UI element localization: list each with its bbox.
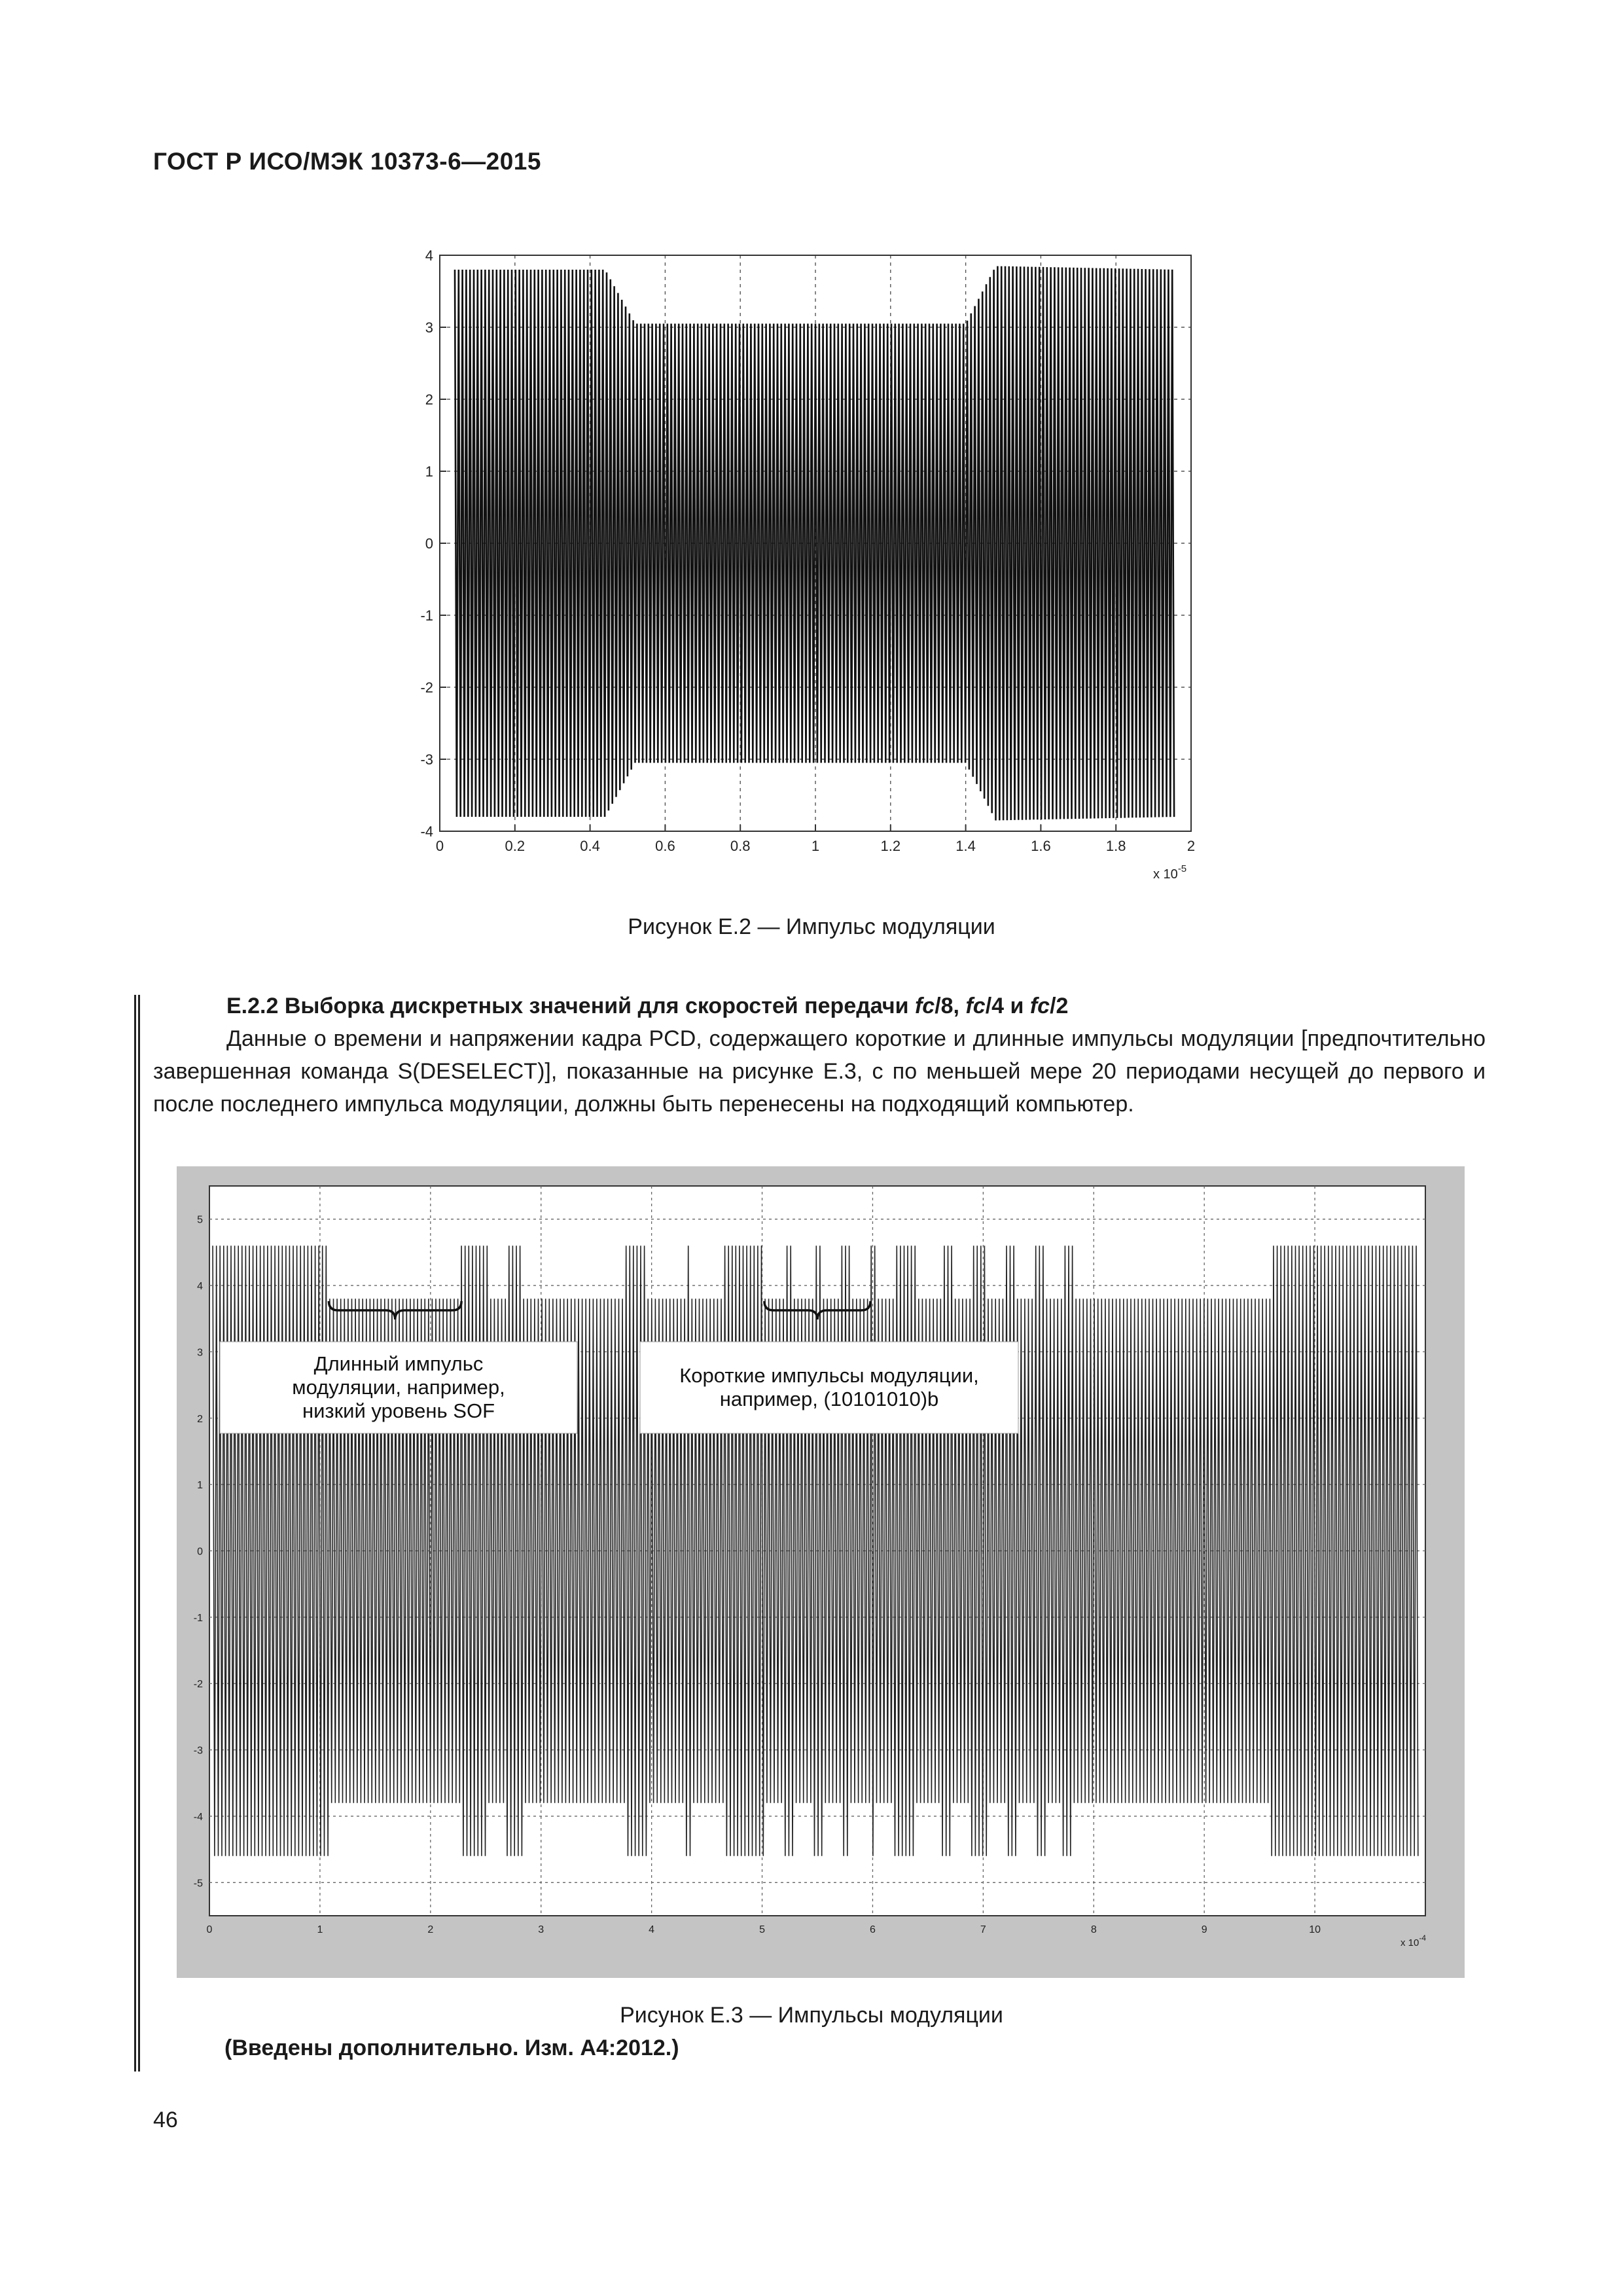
x-tick-label: 0.8 — [730, 838, 751, 854]
annotation-text: низкий уровень SOF — [302, 1399, 495, 1422]
y-tick-label: 2 — [197, 1413, 203, 1425]
x-multiplier-label: x $10^{-5}$ — [1153, 863, 1187, 882]
revision-bar — [134, 995, 140, 2072]
x-tick-label: 9 — [1201, 1924, 1207, 1935]
x-tick-label: 1 — [811, 838, 820, 854]
y-tick-label: 4 — [197, 1281, 203, 1293]
x-tick-label: 4 — [649, 1924, 655, 1935]
y-tick-label: 4 — [425, 247, 433, 264]
x-tick-label: 5 — [759, 1924, 765, 1935]
x-tick-label: 0 — [435, 838, 444, 854]
y-tick-label: 3 — [425, 319, 433, 336]
x-tick-label: 1.4 — [955, 838, 976, 854]
y-tick-label: 0 — [425, 535, 433, 552]
annotation-text: например, (10101010)b — [719, 1388, 939, 1410]
x-tick-label: 7 — [980, 1924, 986, 1935]
x-tick-label: 10 — [1309, 1924, 1321, 1935]
amendment-note: (Введены дополнительно. Изм. А4:2012.) — [224, 2036, 679, 2060]
y-tick-label: -1 — [420, 607, 433, 624]
x-tick-label: 0.2 — [505, 838, 526, 854]
y-tick-label: 2 — [425, 391, 433, 408]
figure-e2-plot — [406, 243, 1217, 898]
figure-e2-caption: Рисунок Е.2 — Импульс модуляции — [628, 914, 995, 939]
x-tick-label: 3 — [538, 1924, 544, 1935]
y-tick-label: -2 — [193, 1679, 203, 1691]
y-tick-label: -3 — [420, 751, 433, 768]
y-tick-label: -1 — [193, 1612, 203, 1624]
annotation-text: модуляции, например, — [292, 1376, 505, 1399]
figure-e3-plot — [177, 1166, 1465, 1978]
x-multiplier-label: x $10^{-4}$ — [1400, 1933, 1427, 1948]
x-tick-label: 0 — [206, 1924, 213, 1935]
y-tick-label: 3 — [197, 1347, 203, 1359]
section-body: Данные о времени и напряжении кадра PCD, содержащего короткие и длинные импульсы модуляции [предпочтительно завершенная команда S(DESELECT)], показанные на рисунке Е.3, с по меньшей мере 20 периодами несущей до первого и после последнего импульса модуляции, должны быть перенесены на подходящий компьютер. — [153, 1026, 1486, 1117]
figure-e2 — [406, 243, 1217, 901]
y-tick-label: -3 — [193, 1745, 203, 1757]
y-tick-label: -2 — [420, 679, 433, 696]
document-header: ГОСТ Р ИСО/МЭК 10373-6—2015 — [153, 148, 541, 175]
y-tick-label: 0 — [197, 1546, 203, 1558]
y-tick-label: 5 — [197, 1214, 203, 1226]
section-e-2-2 — [153, 990, 1486, 1121]
annotation-text: Длинный импульс — [313, 1352, 484, 1375]
x-tick-label: 2 — [427, 1924, 434, 1935]
figure-e3 — [177, 1166, 1465, 1981]
page-number: 46 — [153, 2108, 178, 2132]
x-tick-label: 6 — [870, 1924, 876, 1935]
y-tick-label: 1 — [197, 1480, 203, 1492]
x-tick-label: 2 — [1186, 838, 1196, 854]
x-tick-label: 1.6 — [1031, 838, 1051, 854]
y-tick-label: -5 — [193, 1878, 203, 1890]
x-tick-label: 0.6 — [655, 838, 675, 854]
y-tick-label: 1 — [425, 463, 433, 480]
section-heading: Е.2.2 Выборка дискретных значений для скоростей передачи fc/8, fc/4 и fc/2 — [226, 994, 1069, 1018]
annotation-1 — [220, 1342, 577, 1433]
annotation-text: Короткие импульсы модуляции, — [679, 1364, 979, 1387]
x-tick-label: 1.8 — [1105, 838, 1126, 854]
y-tick-label: -4 — [193, 1811, 203, 1823]
y-tick-label: -4 — [420, 823, 433, 840]
figure-e3-caption: Рисунок Е.3 — Импульсы модуляции — [620, 2003, 1003, 2028]
x-tick-label: 1 — [317, 1924, 323, 1935]
x-tick-label: 8 — [1090, 1924, 1097, 1935]
x-tick-label: 0.4 — [580, 838, 600, 854]
annotation-2 — [640, 1342, 1018, 1433]
x-tick-label: 1.2 — [880, 838, 901, 854]
